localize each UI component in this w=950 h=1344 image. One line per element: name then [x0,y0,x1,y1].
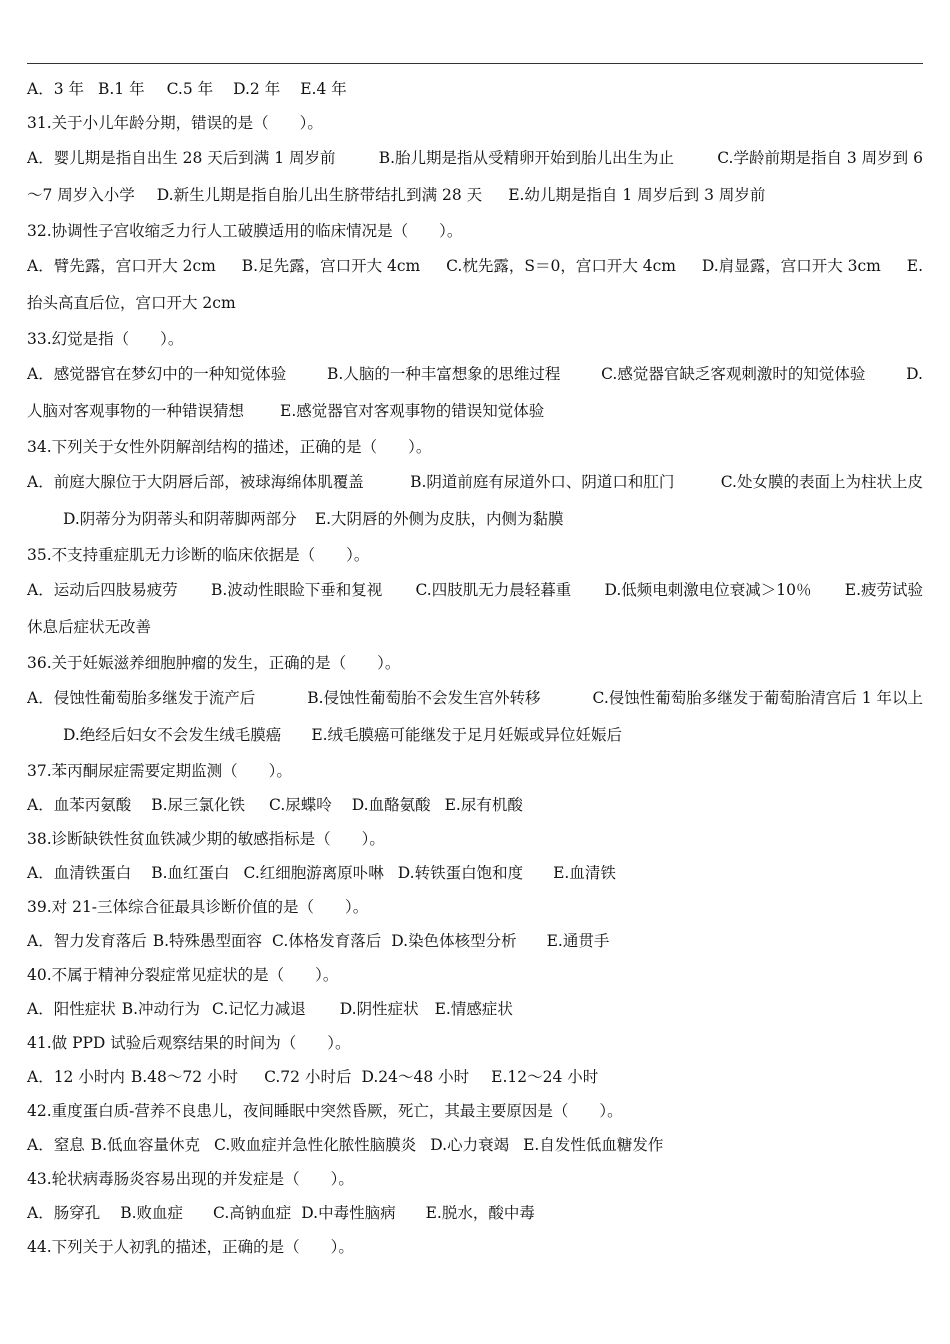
question-stem: 31.关于小儿年龄分期，错误的是（ ）。 [27,114,323,132]
answer-option: C.学龄前期是指自 3 周岁到 6 [717,149,923,167]
answer-option: E.脱水，酸中毒 [425,1204,535,1222]
question-stem: 39.对 21-三体综合征最具诊断价值的是（ ）。 [27,898,369,916]
question-stem: 44.下列关于人初乳的描述，正确的是（ ）。 [27,1238,354,1256]
question-stem: 33.幻觉是指（ ）。 [27,330,184,348]
question-stem: 43.轮状病毒肠炎容易出现的并发症是（ ）。 [27,1170,354,1188]
answer-option: 人脑对客观事物的一种错误猜想 [27,402,245,420]
option-row [27,788,923,822]
question-stem: 40.不属于精神分裂症常见症状的是（ ）。 [27,966,339,984]
option-row [27,393,923,430]
option-row [27,501,923,538]
question-stem: 41.做 PPD 试验后观察结果的时间为（ ）。 [27,1034,351,1052]
answer-option: D.低频电刺激电位衰减＞10％ [604,581,812,599]
answer-option: 抬头高直后位，宫口开大 2cm [27,294,236,312]
answer-option: C.高钠血症 [213,1204,292,1222]
answer-option: B.特殊愚型面容 [152,932,263,950]
answer-option: D.中毒性脑病 [301,1204,396,1222]
answer-option: ～7 周岁入小学 [27,186,135,204]
question-stem: 35.不支持重症肌无力诊断的临床依据是（ ）。 [27,546,370,564]
answer-option: A．婴儿期是指自出生 28 天后到满 1 周岁前 [27,149,336,167]
answer-option: D.24～48 小时 [361,1068,470,1086]
answer-option: C.记忆力减退 [212,1000,306,1018]
answer-option: E.情感症状 [434,1000,513,1018]
answer-option: 休息后症状无改善 [27,618,152,636]
answer-option: A．12 小时内 [27,1068,125,1086]
question-stem: 34.下列关于女性外阴解剖结构的描述，正确的是（ ）。 [27,438,432,456]
answer-option: A．感觉器官在梦幻中的一种知觉体验 [27,365,287,383]
answer-option: D.心力衰竭 [430,1136,510,1154]
question-stem: 38.诊断缺铁性贫血铁减少期的敏感指标是（ ）。 [27,830,385,848]
answer-option: E.幼儿期是指自 1 周岁后到 3 周岁前 [508,186,766,204]
answer-option: A．前庭大腺位于大阴唇后部，被球海绵体肌覆盖 [27,473,364,491]
answer-option: B.尿三氯化铁 [151,796,246,814]
answer-option: A．智力发育落后 [27,932,147,950]
answer-option: B.败血症 [120,1204,184,1222]
option-row [27,717,923,754]
answer-option: E.4 年 [300,80,347,98]
answer-option: A．3 年 [27,80,84,98]
answer-option: E.血清铁 [553,864,616,882]
answer-option: E.大阴唇的外侧为皮肤，内侧为黏膜 [314,510,564,528]
option-row [27,856,923,890]
answer-option: E.12～24 小时 [491,1068,599,1086]
answer-option: B.阴道前庭有尿道外口、阴道口和肛门 [410,473,675,491]
question-stem: 42.重度蛋白质-营养不良患儿，夜间睡眠中突然昏厥，死亡，其最主要原因是（ ）。 [27,1102,623,1120]
answer-option: D.肩显露，宫口开大 3cm [701,257,881,275]
answer-option: B.低血容量休克 [90,1136,201,1154]
answer-option: E.尿有机酸 [444,796,523,814]
option-row [27,1128,923,1162]
option-row [27,680,923,717]
option-row [27,177,923,214]
answer-option: A．血苯丙氨酸 [27,796,132,814]
option-row [27,248,923,285]
answer-option: C.四肢肌无力晨轻暮重 [415,581,572,599]
option-row [27,1060,923,1094]
answer-option: D.转铁蛋白饱和度 [397,864,524,882]
answer-option: B.人脑的一种丰富想象的思维过程 [327,365,561,383]
option-row [27,464,923,501]
option-row [27,140,923,177]
answer-option: D.2 年 [233,80,281,98]
option-row [27,72,923,106]
answer-option: B.48～72 小时 [130,1068,239,1086]
answer-option: C.体格发育落后 [272,932,382,950]
answer-option: D.染色体核型分析 [391,932,517,950]
question-stem: 32.协调性子宫收缩乏力行人工破膜适用的临床情况是（ ）。 [27,222,463,240]
option-row [27,285,923,322]
answer-option: C.败血症并急性化脓性脑膜炎 [214,1136,417,1154]
answer-option: A．侵蚀性葡萄胎多继发于流产后 [27,689,256,707]
answer-option: B.1 年 [97,80,145,98]
answer-option: C.72 小时后 [264,1068,352,1086]
answer-option: C.枕先露，S＝0，宫口开大 4cm [446,257,677,275]
option-row [27,572,923,609]
answer-option: D.阴蒂分为阴蒂头和阴蒂脚两部分 [63,510,297,528]
answer-option: C.尿蝶呤 [269,796,332,814]
option-row [27,924,923,958]
option-row [27,992,923,1026]
answer-option: E.通贯手 [546,932,610,950]
answer-option: C.侵蚀性葡萄胎多继发于葡萄胎清宫后 1 年以上 [592,689,923,707]
answer-option: B.足先露，宫口开大 4cm [241,257,421,275]
answer-option: A．臂先露，宫口开大 2cm [27,257,216,275]
answer-option: E.自发性低血糖发作 [523,1136,664,1154]
answer-option: C.5 年 [166,80,214,98]
answer-option: A．窒息 [27,1136,85,1154]
answer-option: A．阳性症状 [27,1000,116,1018]
answer-option: B.胎儿期是指从受精卵开始到胎儿出生为止 [378,149,675,167]
option-row [27,356,923,393]
answer-option: B.冲动行为 [121,1000,201,1018]
answer-option: E.感觉器官对客观事物的错误知觉体验 [280,402,545,420]
answer-option: E. [906,257,923,275]
answer-option: E.绒毛膜癌可能继发于足月妊娠或异位妊娠后 [311,726,623,744]
answer-option: A．肠穿孔 [27,1204,101,1222]
answer-option: A．运动后四肢易疲劳 [27,581,178,599]
question-list [27,72,923,1264]
answer-option: A．血清铁蛋白 [27,864,132,882]
answer-option: D. [906,365,923,383]
answer-option: D.血酪氨酸 [351,796,431,814]
answer-option: C.感觉器官缺乏客观刺激时的知觉体验 [601,365,866,383]
answer-option: D.绝经后妇女不会发生绒毛膜癌 [63,726,282,744]
answer-option: B.侵蚀性葡萄胎不会发生宫外转移 [307,689,541,707]
answer-option: E.疲劳试验 [844,581,923,599]
question-stem: 36.关于妊娠滋养细胞肿瘤的发生，正确的是（ ）。 [27,654,401,672]
answer-option: B.波动性眼睑下垂和复视 [210,581,383,599]
answer-option: D.阴性症状 [339,1000,419,1018]
answer-option: D.新生儿期是指自胎儿出生脐带结扎到满 28 天 [156,186,483,204]
header-rule [27,63,923,64]
option-row [27,609,923,646]
question-stem: 37.苯丙酮尿症需要定期监测（ ）。 [27,762,292,780]
answer-option: C.处女膜的表面上为柱状上皮 [720,473,923,491]
answer-option: B.血红蛋白 [151,864,230,882]
answer-option: C.红细胞游离原卟啉 [243,864,384,882]
option-row [27,1196,923,1230]
